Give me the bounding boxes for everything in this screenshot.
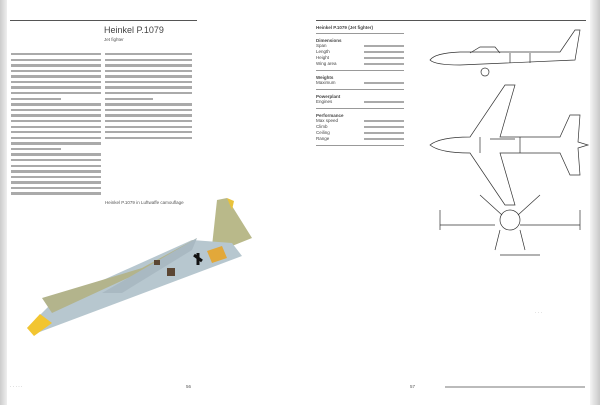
footer-running-title-right <box>445 386 585 388</box>
spec-value <box>364 63 404 65</box>
text-line <box>105 86 192 88</box>
spec-section-heading: Dimensions <box>316 38 342 43</box>
header-rule-right <box>316 20 586 21</box>
text-line <box>105 92 192 94</box>
text-line <box>105 137 192 139</box>
specification-table <box>316 25 404 149</box>
text-line <box>11 120 101 122</box>
three-view-drawing <box>420 25 590 265</box>
spec-label: Height <box>316 55 330 60</box>
text-line <box>11 92 101 94</box>
spec-label: Length <box>316 49 330 54</box>
spec-row <box>316 99 404 105</box>
spec-row <box>316 61 404 67</box>
spec-section-heading: Powerplant <box>316 94 341 99</box>
page-title: Heinkel P.1079 <box>104 25 164 35</box>
figure-caption: Heinkel P.1079 in Luftwaffe camouflage <box>105 200 184 205</box>
page-number-left: 56 <box>186 384 192 389</box>
text-line <box>11 59 101 61</box>
text-line <box>11 159 101 161</box>
text-line <box>11 98 61 100</box>
text-line <box>105 103 192 105</box>
spec-value <box>364 132 404 134</box>
spec-value <box>364 120 404 122</box>
header-rule <box>10 20 197 21</box>
body-text-column-2 <box>105 53 192 139</box>
spec-value <box>364 51 404 53</box>
text-line <box>105 114 192 116</box>
scale-note: · · · <box>535 310 542 315</box>
text-line <box>11 192 101 194</box>
top-view <box>430 85 588 205</box>
aircraft-illustration <box>12 198 252 343</box>
spec-title: Heinkel P.1079 (Jet fighter) <box>316 25 373 30</box>
spec-value <box>364 82 404 84</box>
page-subtitle: Jet fighter <box>104 37 124 42</box>
page-number-right: 57 <box>410 384 416 389</box>
text-line <box>105 98 153 100</box>
text-line <box>105 64 192 66</box>
page-edge-shadow <box>590 0 600 405</box>
text-line <box>105 53 192 55</box>
text-line <box>11 131 101 133</box>
spec-label: Max speed <box>316 118 339 123</box>
text-line <box>105 81 192 83</box>
text-line <box>11 64 101 66</box>
text-line <box>105 126 192 128</box>
text-line <box>11 137 101 139</box>
text-line <box>11 170 101 172</box>
spec-section-heading: Performance <box>316 113 344 118</box>
spec-value <box>364 138 404 140</box>
spec-label: Climb <box>316 124 328 129</box>
spec-value <box>364 45 404 47</box>
text-line <box>11 176 101 178</box>
spec-label: Ceiling <box>316 130 330 135</box>
text-line <box>105 59 192 61</box>
text-line <box>105 70 192 72</box>
text-line <box>11 165 101 167</box>
spec-value <box>364 126 404 128</box>
footer-running-title: · · · · · <box>10 384 23 389</box>
text-line <box>11 114 101 116</box>
text-line <box>11 142 101 144</box>
spec-label: Engines <box>316 99 333 104</box>
text-line <box>105 120 192 122</box>
spec-row <box>316 136 404 142</box>
side-view <box>430 30 580 76</box>
text-line <box>11 148 61 150</box>
text-line <box>11 109 101 111</box>
text-line <box>11 53 101 55</box>
text-line <box>11 103 101 105</box>
text-line <box>11 153 101 155</box>
spec-label: Range <box>316 136 330 141</box>
spec-value <box>364 57 404 59</box>
text-line <box>105 131 192 133</box>
text-line <box>11 70 101 72</box>
text-line <box>11 187 101 189</box>
text-line <box>11 181 101 183</box>
text-line <box>105 109 192 111</box>
text-line <box>11 126 101 128</box>
spec-row <box>316 80 404 86</box>
spec-section-heading: Weights <box>316 75 334 80</box>
text-line <box>105 75 192 77</box>
text-line <box>11 75 101 77</box>
body-text-column-1 <box>11 53 101 195</box>
text-line <box>11 86 101 88</box>
page-gutter-shadow <box>0 0 7 405</box>
spec-label: Wing area <box>316 61 337 66</box>
spec-label: Maximum <box>316 80 336 85</box>
spec-value <box>364 101 404 103</box>
text-line <box>11 81 101 83</box>
spec-label: Span <box>316 43 327 48</box>
front-view <box>440 195 580 255</box>
